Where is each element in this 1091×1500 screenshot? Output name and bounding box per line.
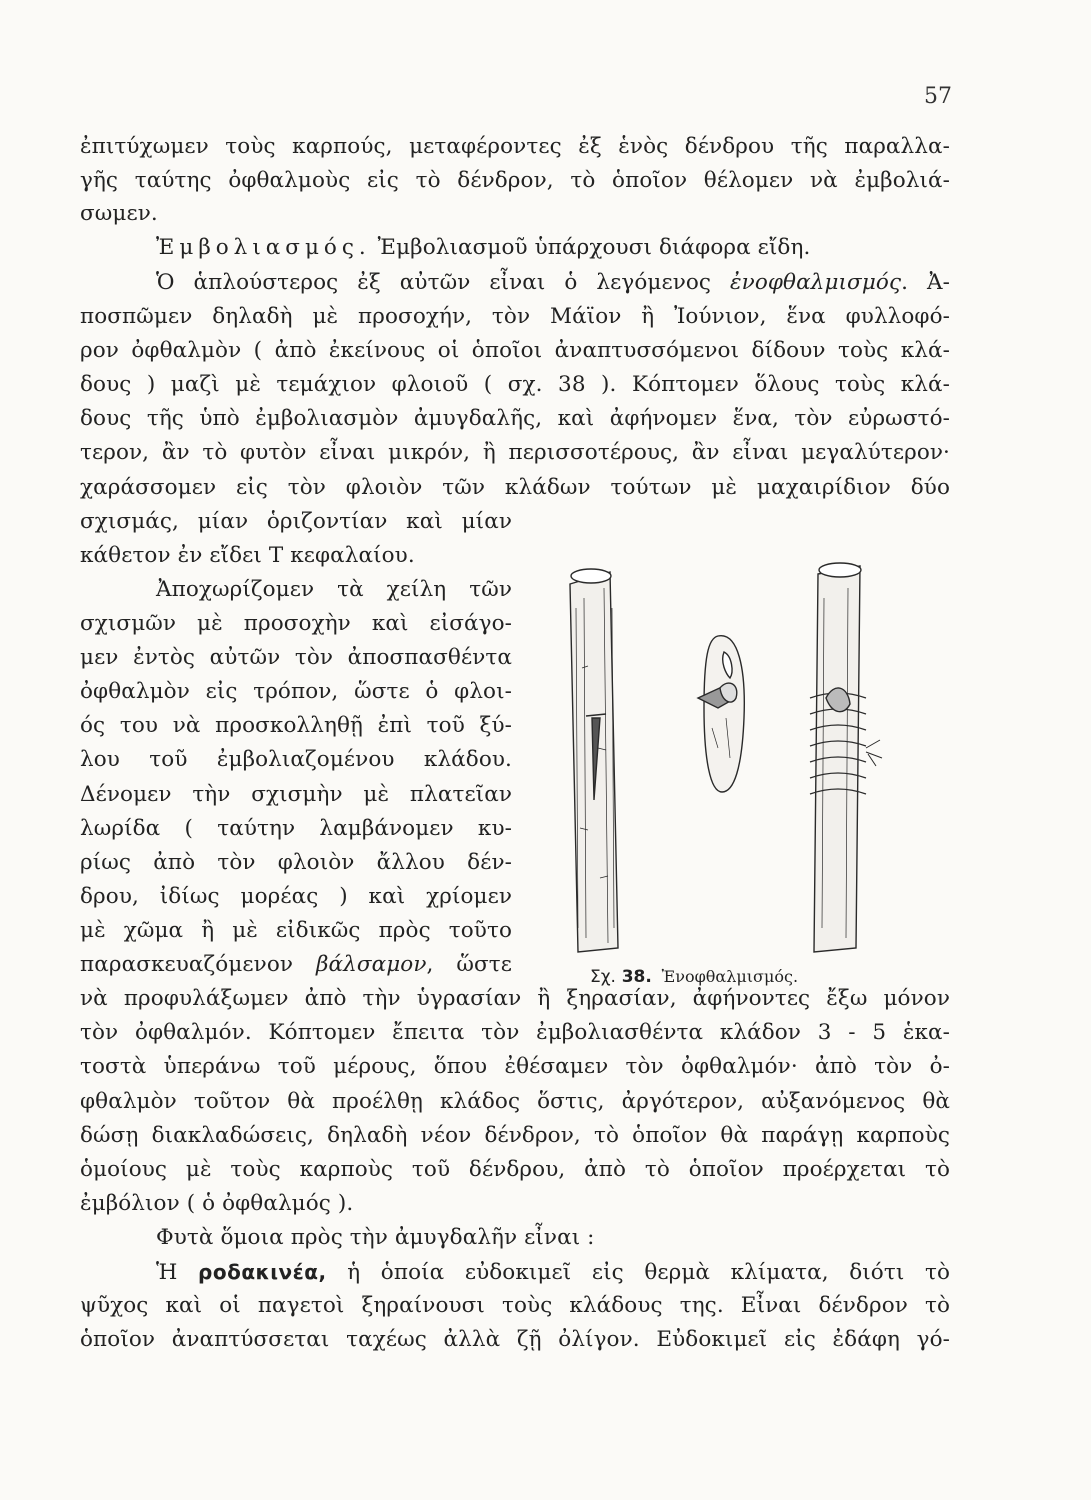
text-span: παρασκευαζόμενον — [80, 952, 316, 977]
caption-text: Ἐνοφθαλμισμός. — [661, 967, 799, 986]
text-line: σωμεν. — [80, 201, 158, 226]
branch-with-t-cut — [570, 569, 618, 952]
detached-bud-shield — [698, 636, 744, 792]
text-line: τὸν ὀφθαλμόν. Κόπτομεν ἔπειτα τὸν ἐμβολιασθέντα κλάδον 3 - 5 ἑκα- — [80, 1020, 950, 1045]
text-line: μεν ἐντὸς αὐτῶν τὸν ἀποσπασθέντα — [80, 645, 512, 670]
text-span: Ἐμβολιασμοῦ ὑπάρχουσι διάφορα εἴδη. — [370, 235, 811, 260]
text-line: δους τῆς ὑπὸ ἐμβολιασμὸν ἀμυγδαλῆς, καὶ ἀφήνομεν ἕνα, τὸν εὐρωστό- — [80, 406, 950, 431]
text-line: ἐπιτύχωμεν τοὺς καρπούς, μεταφέροντες ἐξ ἑνὸς δένδρου τῆς παραλλα- — [80, 134, 950, 159]
text-line — [80, 268, 950, 298]
text-line: ρίως ἀπὸ τὸν φλοιὸν ἄλλου δέν- — [80, 850, 512, 875]
text-line: κάθετον ἐν εἴδει Τ κεφαλαίου. — [80, 543, 415, 568]
italic-term: ἐνοφθαλμισμός — [730, 270, 902, 295]
text-line — [80, 1257, 950, 1288]
text-line: λου τοῦ ἐμβολιαζομένου κλάδου. — [80, 747, 512, 772]
text-line — [80, 233, 950, 263]
text-line: γῆς ταύτης ὀφθαλμοὺς εἰς τὸ δένδρον, τὸ ὁποῖον θέλομεν νὰ ἐμβολιά- — [80, 168, 950, 193]
text-line: ποσπῶμεν δηλαδὴ μὲ προσοχήν, τὸν Μάϊον ἢ Ἰούνιον, ἕνα φυλλοφό- — [80, 304, 950, 329]
text-span: , ὥστε — [426, 952, 512, 977]
bold-term: ροδακινέα, — [198, 1260, 327, 1284]
budding-illustration — [548, 548, 888, 968]
figure-caption — [590, 966, 890, 987]
caption-number: 38. — [621, 967, 652, 987]
bound-grafted-branch — [810, 563, 882, 952]
text-line: ὁμοίους μὲ τοὺς καρποὺς τοῦ δένδρου, ἀπὸ τὸ ὁποῖον προέρχεται τὸ — [80, 1157, 950, 1182]
caption-label: Σχ. — [590, 967, 616, 987]
text-line: ρον ὀφθαλμὸν ( ἀπὸ ἐκείνους οἱ ὁποῖοι ἀναπτυσσόμενοι δίδουν τοὺς κλά- — [80, 338, 950, 363]
text-line: Φυτὰ ὅμοια πρὸς τὴν ἀμυγδαλῆν εἶναι : — [156, 1225, 595, 1250]
text-line: ἐμβόλιον ( ὁ ὀφθαλμός ). — [80, 1191, 354, 1216]
text-line: δρου, ἰδίως μορέας ) καὶ χρίομεν — [80, 884, 512, 909]
text-line: σχισμάς, μίαν ὁριζοντίαν καὶ μίαν — [80, 509, 512, 534]
text-line: ὀφθαλμὸν εἰς τρόπον, ὥστε ὁ φλοι- — [80, 679, 512, 704]
text-line: δώσῃ διακλαδώσεις, δηλαδὴ νέον δένδρον, τὸ ὁποῖον θὰ παράγῃ καρποὺς — [80, 1123, 950, 1148]
text-span: ἡ ὁποία εὐδοκιμεῖ εἰς θερμὰ κλίματα, διότι τὸ — [326, 1260, 950, 1285]
text-line: μὲ χῶμα ἢ μὲ εἰδικῶς πρὸς τοῦτο — [80, 918, 512, 943]
section-heading: Ἐμβολιασμός. — [156, 235, 371, 260]
text-line: δους ) μαζὶ μὲ τεμάχιον φλοιοῦ ( σχ. 38 ). Κόπτομεν ὅλους τοὺς κλά- — [80, 372, 950, 397]
text-line: ψῦχος καὶ οἱ παγετοὶ ξηραίνουσι τοὺς κλάδους της. Εἶναι δένδρον τὸ — [80, 1293, 950, 1318]
text-line: τερον, ἂν τὸ φυτὸν εἶναι μικρόν, ἢ περισσοτέρους, ἂν εἶναι μεγαλύτερον· — [80, 440, 950, 465]
text-span: Ὁ ἁπλούστερος ἐξ αὐτῶν εἶναι ὁ λεγόμενος — [156, 270, 731, 295]
text-line: φθαλμὸν τοῦτον θὰ προέλθῃ κλάδος ὅστις, ἀργότερον, αὐξανόμενος θὰ — [80, 1089, 950, 1114]
text-line: σχισμῶν μὲ προσοχὴν καὶ εἰσάγο- — [80, 611, 512, 636]
text-line: χαράσσομεν εἰς τὸν φλοιὸν τῶν κλάδων τούτων μὲ μαχαιρίδιον δύο — [80, 475, 950, 500]
text-line: νὰ προφυλάξωμεν ἀπὸ τὴν ὑγρασίαν ἢ ξηρασίαν, ἀφήνοντες ἔξω μόνον — [80, 986, 950, 1011]
text-line: Ἀποχωρίζομεν τὰ χείλη τῶν — [156, 577, 512, 602]
page-number: 57 — [924, 84, 952, 109]
text-line: ὁποῖον ἀναπτύσσεται ταχέως ἀλλὰ ζῇ ὀλίγον. Εὐδοκιμεῖ εἰς ἐδάφη γό- — [80, 1327, 950, 1352]
text-line: ός του νὰ προσκολληθῇ ἐπὶ τοῦ ξύ- — [80, 713, 512, 738]
italic-term: βάλσαμον — [315, 952, 427, 977]
text-span: . Ἀ- — [901, 270, 950, 295]
text-line: τοστὰ ὑπεράνω τοῦ μέρους, ὅπου ἐθέσαμεν τὸν ὀφθαλμόν· ἀπὸ τὸν ὀ- — [80, 1054, 950, 1079]
text-line: Δένομεν τὴν σχισμὴν μὲ πλατεῖαν — [80, 782, 512, 807]
text-line: λωρίδα ( ταύτην λαμβάνομεν κυ- — [80, 816, 512, 841]
text-line — [80, 950, 512, 980]
text-span: Ἡ — [156, 1260, 199, 1285]
